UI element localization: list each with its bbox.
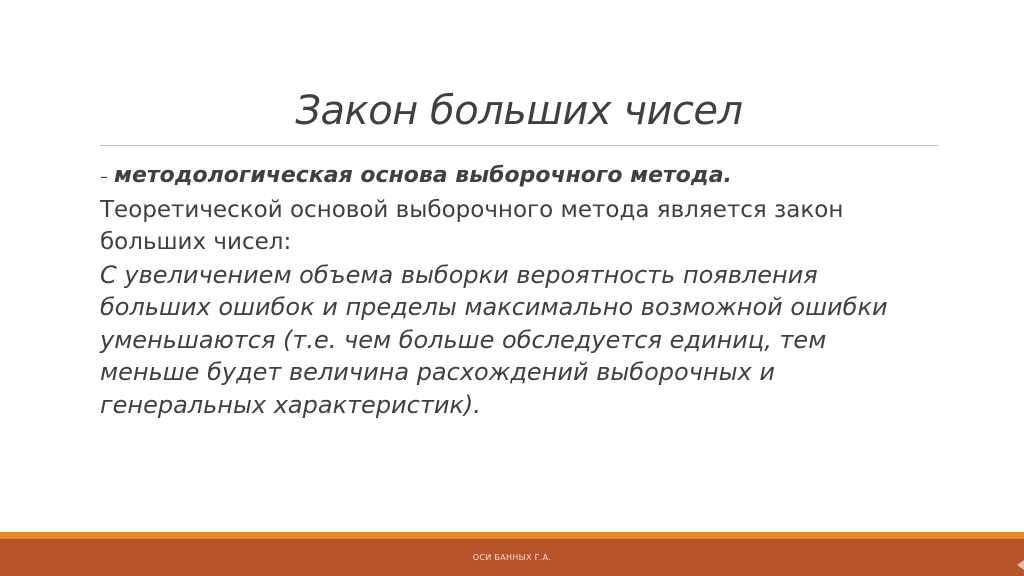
- lead-dash: –: [100, 167, 108, 186]
- lead-line: [100, 158, 920, 194]
- lead-bold-text: методологическая основа выборочного метода.: [114, 163, 732, 188]
- body-italic-line-5: генеральных характеристик).: [100, 390, 481, 419]
- body-regular-line-1: Теоретической основой выборочного метода является закон: [100, 196, 844, 223]
- title-divider: [100, 145, 938, 146]
- body-regular-line-2: больших чисел:: [100, 229, 292, 255]
- body-italic-line-1: С увеличением объема выборки вероятность появления: [100, 260, 818, 289]
- body-italic-line-3: уменьшаются (т.е. чем больше обследуется единиц, тем: [100, 325, 827, 354]
- footer-author: ОСИ БАННЫХ Г.А.: [472, 553, 552, 562]
- body-italic-line-4: меньше будет величина расхождений выборочных и: [100, 358, 775, 386]
- body-italic-line-2: больших ошибок и пределы максимально возможной ошибки: [100, 293, 888, 321]
- footer-stripe-orange: [0, 532, 1024, 539]
- slide-title: Закон больших чисел: [295, 88, 743, 134]
- corner-arrow-icon: [1017, 560, 1024, 570]
- slide-body: [100, 158, 920, 421]
